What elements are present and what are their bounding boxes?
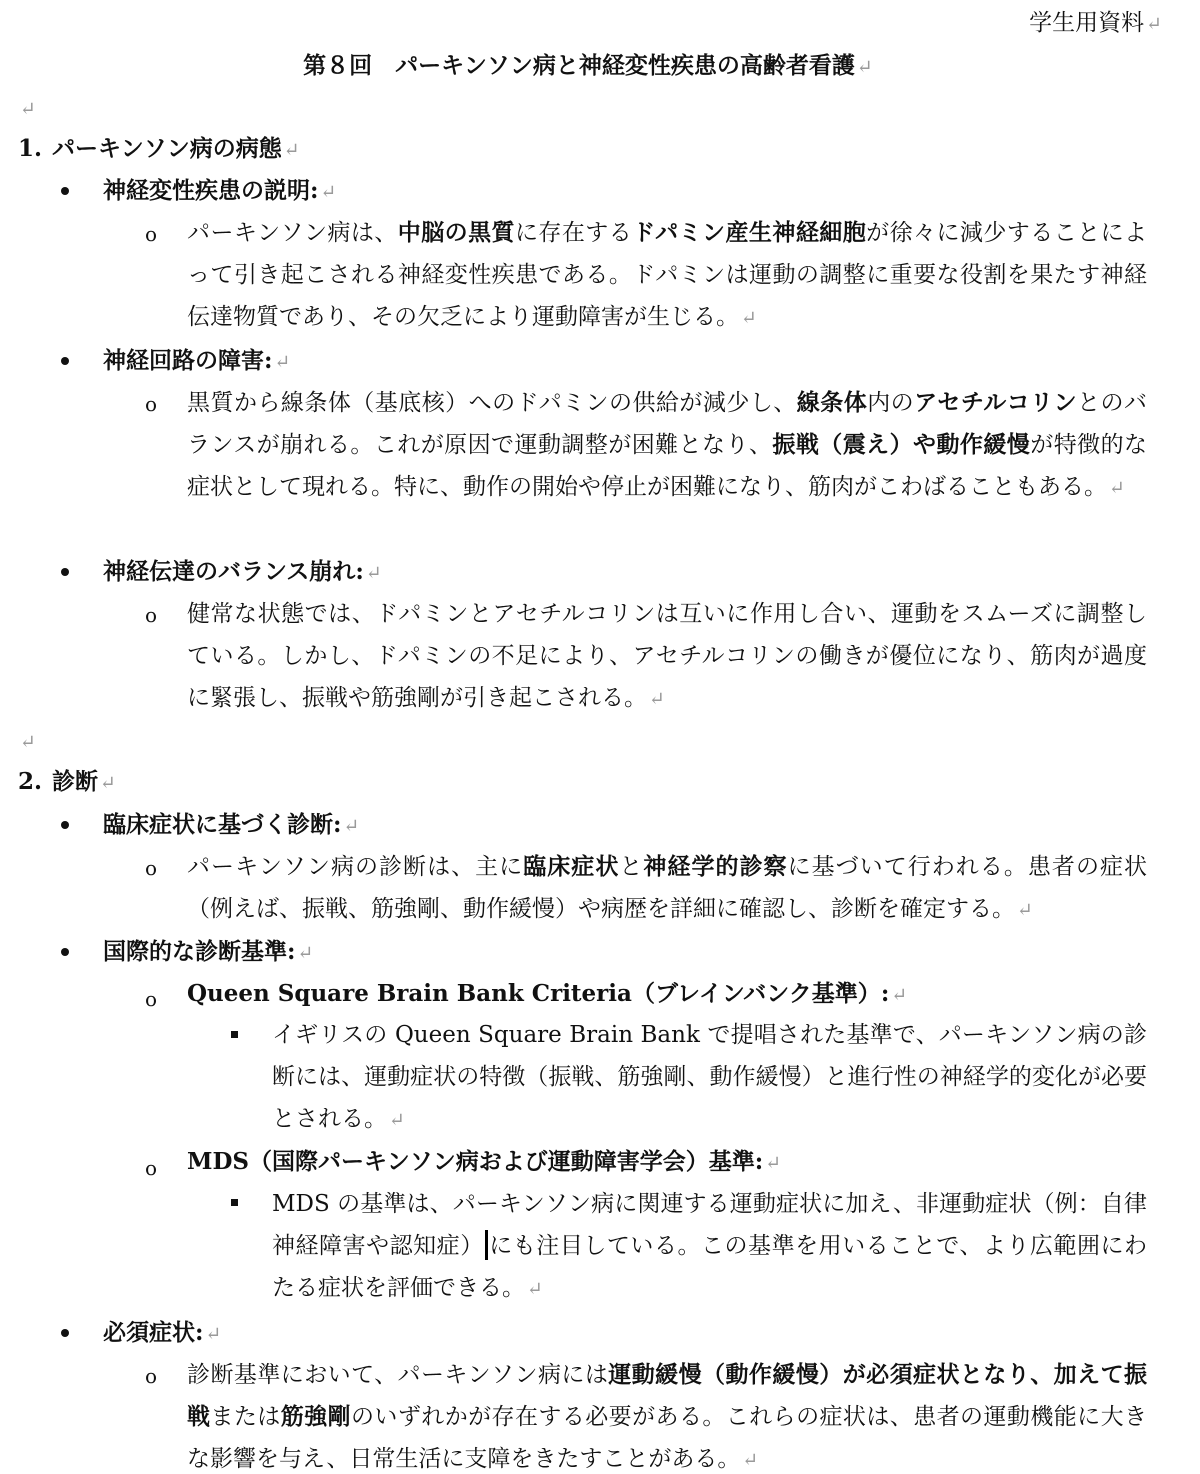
bullet-dot-icon — [61, 948, 69, 956]
document-header-label: 学生用資料 ↵ — [1029, 10, 1162, 36]
sub-paragraph: パーキンソン病の診断は、主に臨床症状と神経学的診察に基づいて行われる。患者の症状（例えば、振戦、筋強剛、動作緩慢）や病歴を詳細に確認し、診断を確定する。 ↵ — [187, 853, 1147, 922]
bullet-dot-icon — [61, 821, 69, 829]
hollow-bullet-icon: o — [145, 856, 158, 880]
square-bullet-icon — [231, 1031, 238, 1038]
sub-paragraph: パーキンソン病は、中脳の黒質に存在するドパミン産生神経細胞が徐々に減少することによって引き起こされる神経変性疾患である。ドパミンは運動の調整に重要な役割を果たす神経伝達物質であり、その欠乏により運動障害が生じる。 ↵ — [187, 219, 1148, 330]
criteria-detail: イギリスの Queen Square Brain Bank で提唱された基準で、パーキンソン病の診断には、運動症状の特徴（振戦、筋強剛、動作緩慢）と進行性の神経学的変化が必要とされる。 ↵ — [272, 1022, 1147, 1132]
item-label: 国際的な診断基準: ↵ — [103, 938, 314, 965]
bullet-dot-icon — [61, 568, 69, 576]
hollow-bullet-icon: o — [145, 987, 158, 1011]
item-label: 必須症状: ↵ — [103, 1319, 222, 1346]
section-heading-2: 2. 診断 ↵ — [18, 768, 116, 795]
criteria-label-mds: MDS（国際パーキンソン病および運動障害学会）基準: ↵ — [187, 1148, 782, 1175]
sub-paragraph: 診断基準において、パーキンソン病には運動緩慢（動作緩慢）が必須症状となり、加えて振戦または筋強剛のいずれかが存在する必要がある。これらの症状は、患者の運動機能に大きな影響を与え、日常生活に支障をきたすことがある。 ↵ — [187, 1361, 1148, 1472]
hollow-bullet-icon: o — [145, 392, 158, 416]
square-bullet-icon — [231, 1199, 238, 1206]
hollow-bullet-icon: o — [145, 603, 158, 627]
bullet-dot-icon — [61, 187, 69, 195]
section-heading-1: 1. パーキンソン病の病態 ↵ — [18, 135, 300, 162]
document-title: 第８回 パーキンソン病と神経変性疾患の高齢者看護 ↵ — [303, 52, 873, 79]
sub-paragraph: 健常な状態では、ドパミンとアセチルコリンは互いに作用し合い、運動をスムーズに調整している。しかし、ドパミンの不足により、アセチルコリンの働きが優位になり、筋肉が過度に緊張し、振戦や筋強剛が引き起こされる。 ↵ — [187, 601, 1147, 711]
hollow-bullet-icon: o — [145, 1364, 158, 1388]
sub-paragraph: 黒質から線条体（基底核）へのドパミンの供給が減少し、線条体内のアセチルコリンとのバランスが崩れる。これが原因で運動調整が困難となり、振戦（震え）や動作緩慢が特徴的な症状として現れる。特に、動作の開始や停止が困難になり、筋肉がこわばることもある。 ↵ — [187, 389, 1148, 500]
empty-paragraph-mark: ↵ — [20, 98, 36, 120]
hollow-bullet-icon: o — [145, 1156, 158, 1180]
bullet-dot-icon — [61, 1329, 69, 1337]
item-label: 臨床症状に基づく診断: ↵ — [103, 811, 360, 838]
text-cursor — [485, 1230, 488, 1260]
empty-paragraph-mark: ↵ — [20, 731, 36, 753]
criteria-detail: MDS の基準は、パーキンソン病に関連する運動症状に加え、非運動症状（例：自律神経障害や認知症） にも注目している。この基準を用いることで、より広範囲にわたる症状を評価できる。 ↵ — [272, 1191, 1147, 1301]
bullet-dot-icon — [61, 357, 69, 365]
hollow-bullet-icon: o — [145, 222, 158, 246]
criteria-label-qsbb: Queen Square Brain Bank Criteria（ブレインバンク基準）: ↵ — [187, 980, 908, 1007]
item-label: 神経回路の障害: ↵ — [103, 347, 291, 374]
item-label: 神経変性疾患の説明: ↵ — [103, 177, 337, 204]
item-label: 神経伝達のバランス崩れ: ↵ — [103, 558, 382, 585]
